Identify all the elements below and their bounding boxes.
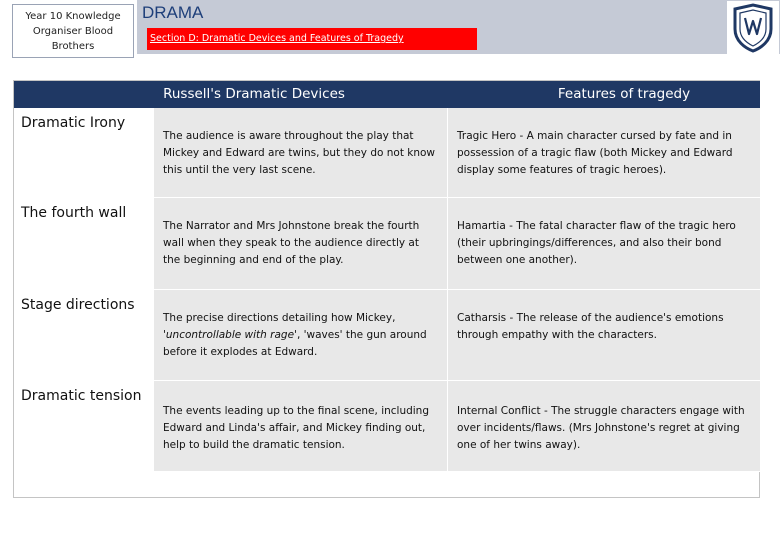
- device-description: The audience is aware throughout the play that Mickey and Edward are twins, but they do not know this until the very last scene.: [163, 130, 436, 176]
- device-term: Dramatic Irony: [21, 115, 126, 131]
- tragedy-cell: [448, 290, 760, 381]
- device-cell: [154, 108, 447, 198]
- device-cell: [154, 198, 447, 290]
- tragedy-description: Catharsis - The release of the audience's emotions through empathy with the characters.: [457, 312, 724, 341]
- device-term: The fourth wall: [21, 205, 127, 221]
- section-title: Section D: Dramatic Devices and Features of Tragedy: [147, 28, 477, 50]
- device-term: Stage directions: [21, 297, 135, 313]
- device-cell: [154, 381, 447, 472]
- tragedy-description: Tragic Hero - A main character cursed by fate and in possession of a tragic flaw (both Mickey and Edward display some features of tragic heroes).: [457, 130, 733, 176]
- subject-title: DRAMA: [142, 3, 204, 22]
- device-term: Dramatic tension: [21, 388, 142, 404]
- column-header-devices: Russell's Dramatic Devices: [163, 86, 345, 102]
- table-row: [14, 290, 760, 381]
- device-text-start: The precise directions detailing how Mickey,: [163, 312, 396, 324]
- tragedy-description: Internal Conflict - The struggle characters engage with over incidents/flaws. (Mrs Johnstone's regret at giving one of her twins away).: [457, 405, 745, 451]
- device-cell: [154, 290, 447, 381]
- table-row: [14, 198, 760, 290]
- device-description: [163, 310, 439, 361]
- device-description: The events leading up to the final scene, including Edward and Linda's affair, and Mickey finding out, help to build the dramatic tension.: [163, 405, 430, 451]
- tragedy-cell: [448, 381, 760, 472]
- column-header-tragedy: Features of tragedy: [557, 86, 691, 102]
- tragedy-cell: [448, 108, 760, 198]
- shield-crest-icon: [731, 3, 775, 53]
- device-quote: 'uncontrollable with rage': [163, 329, 297, 341]
- tragedy-cell: [448, 198, 760, 290]
- table-header: [14, 81, 760, 108]
- tragedy-description: Hamartia - The fatal character flaw of the tragic hero (their upbringings/differences, and also their bond between one another).: [457, 220, 736, 266]
- crest-box: [727, 0, 780, 54]
- device-text-end: , 'waves' the gun around before it explodes at Edward.: [163, 329, 427, 358]
- knowledge-organiser-box: [12, 4, 134, 58]
- table-row: [14, 381, 760, 472]
- knowledge-organiser-label: Year 10 Knowledge Organiser Blood Brothers: [25, 10, 121, 52]
- table-row: [14, 108, 760, 198]
- device-description: The Narrator and Mrs Johnstone break the fourth wall when they speak to the audience directly at the beginning and end of the play.: [163, 220, 420, 266]
- dramatic-devices-table: [13, 80, 760, 498]
